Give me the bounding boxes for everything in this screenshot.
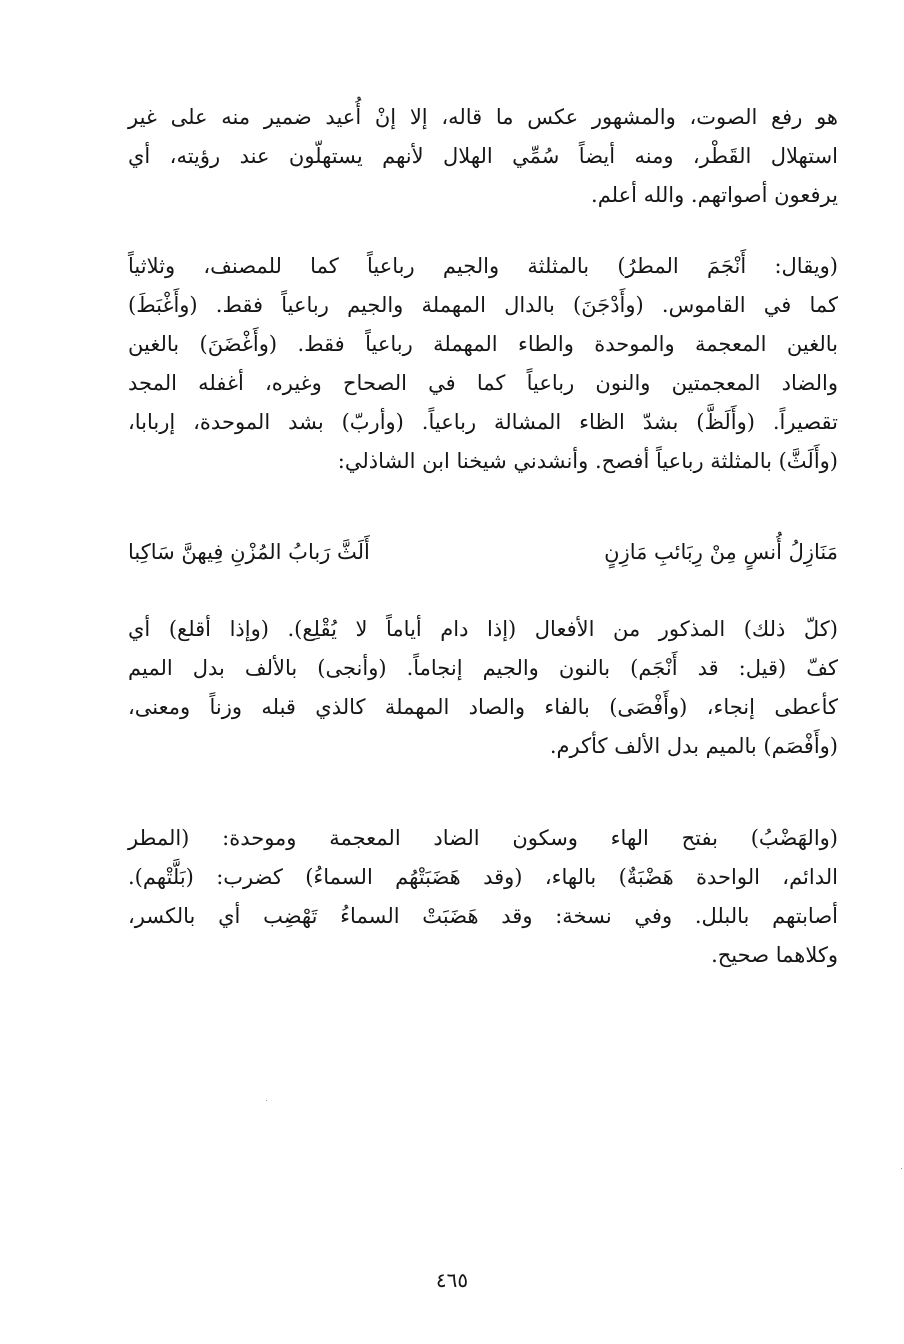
text-line: تقصيراً. (وأَلَظَّ) بشدّ الظاء المشالة رباعياً. (وأربّ) بشد الموحدة، إربابا، [128,410,838,434]
text-line: (كلّ ذلك) المذكور من الأفعال (إذا دام أياماً لا يُقْلِع). (وإذا أقلع) أي [128,617,838,641]
paragraph-2 [128,247,838,481]
paragraph-3 [128,610,838,766]
text-line: هو رفع الصوت، والمشهور عكس ما قاله، إلا إنْ أُعيد ضمير منه على غير [128,105,838,129]
text-line: وكلاهما صحيح. [711,943,838,967]
poetry-verse [128,532,838,572]
text-line: استهلال القَطْر، ومنه أيضاً سُمِّي الهلال لأنهم يستهلّون عند رؤيته، أي [128,144,838,168]
paragraph-1 [128,98,838,215]
text-line: كما في القاموس. (وأَدْجَنَ) بالدال المهملة والجيم رباعياً فقط. (وأَغْبَطَ) [128,293,838,317]
text-line: (والهَضْبُ) بفتح الهاء وسكون الضاد المعجمة وموحدة: (المطر [128,826,838,850]
text-line: والضاد المعجمتين والنون رباعياً كما في الصحاح وغيره، أغفله المجد [128,371,838,395]
text-line: (ويقال: أَنْجَمَ المطرُ) بالمثلثة والجيم رباعياً كما للمصنف، وثلاثياً [128,254,838,278]
scan-speck [901,1168,902,1169]
verse-first-hemistich: مَنَازِلُ أُنسٍ مِنْ رِبَائبِ مَازِنٍ [604,540,838,564]
text-line: كفّ (قيل: قد أَنْجَم) بالنون والجيم إنجاماً. (وأنجى) بالألف بدل الميم [128,656,838,680]
verse-second-hemistich: أَلَثَّ رَبابُ المُزْنِ فِيهنَّ سَاكِبا [128,540,370,564]
text-line: الدائم، الواحدة هَضْبَةٌ) بالهاء، (وقد هَضَبَتْهُم السماءُ) كضرب: (بَلَّتْهم). [128,865,838,889]
text-line: أصابتهم بالبلل. وفي نسخة: وقد هَضَبَتْ السماءُ تَهْضِب أي بالكسر، [128,904,838,928]
scan-speck [266,1100,267,1101]
text-line: كأعطى إنجاء، (وأَفْصَى) بالفاء والصاد المهملة كالذي قبله وزناً ومعنى، [128,695,838,719]
text-line: (وأَلَثَّ) بالمثلثة رباعياً أفصح. وأنشدني شيخنا ابن الشاذلي: [337,449,838,473]
text-line: بالغين المعجمة والموحدة والطاء المهملة رباعياً فقط. (وأَغْضَنَ) بالغين [128,332,838,356]
page-number: ٤٦٥ [435,1268,469,1292]
text-line: يرفعون أصواتهم. والله أعلم. [591,183,838,207]
paragraph-4 [128,819,838,975]
text-line: (وأَفْصَم) بالميم بدل الألف كأكرم. [549,734,838,758]
